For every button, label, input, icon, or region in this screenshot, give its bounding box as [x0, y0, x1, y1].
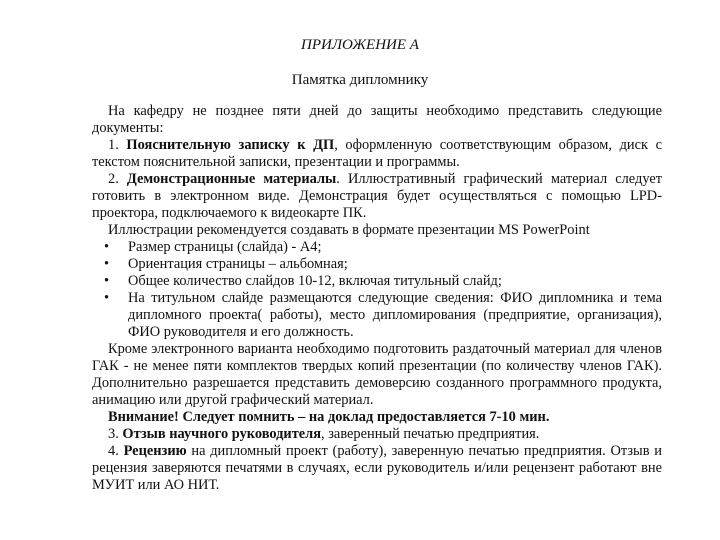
attention-text: Внимание! Следует помнить – на доклад предоставляется 7-10 мин. — [108, 409, 550, 425]
item-3-paragraph — [92, 426, 662, 443]
bullet-text: Ориентация страницы – альбомная; — [128, 256, 348, 272]
bullet-item — [92, 290, 662, 341]
bullet-list — [92, 239, 662, 341]
item-1-bold: Пояснительную записку к ДП — [126, 137, 335, 153]
item-2-paragraph — [92, 171, 662, 222]
item-4-number: 4. — [108, 443, 119, 459]
bullet-icon: • — [104, 273, 110, 289]
bullet-text: Размер страницы (слайда) - А4; — [128, 239, 322, 255]
document-title: Памятка дипломнику — [291, 72, 429, 88]
item-1-number: 1. — [108, 137, 119, 153]
item-3-number: 3. — [108, 426, 119, 442]
bullet-icon: • — [104, 290, 110, 306]
bullet-text: Общее количество слайдов 10-12, включая титульный слайд; — [128, 273, 502, 289]
item-4-bold: Рецензию — [123, 443, 187, 459]
item-2-number: 2. — [108, 171, 119, 187]
bullet-icon: • — [104, 239, 110, 255]
bullet-item — [92, 273, 662, 290]
item-1-text: , оформленную соответствующим образом, диск с текстом пояснительной записки, презентации и программы. — [92, 137, 662, 170]
item-4-text: на дипломный проект (работу), заверенную печатью предприятия. Отзыв и рецензия заверяются печатями в случаях, если руководитель и/или рецензент работают вне МУИТ или АО НИТ. — [92, 443, 662, 493]
bullet-icon: • — [104, 256, 110, 272]
bullet-item — [92, 256, 662, 273]
item-1-paragraph — [92, 137, 662, 171]
item-2-text: . Иллюстративный графический материал следует готовить в электронном виде. Демонстрация будет осуществляться с помощью LPD-проектора, подключаемого к видеокарте ПК. — [92, 171, 662, 221]
intro-paragraph: На кафедру не позднее пяти дней до защиты необходимо представить следующие документы: — [92, 103, 662, 136]
handout-paragraph: Кроме электронного варианта необходимо подготовить раздаточный материал для членов ГАК - не менее пяти комплектов твердых копий презентации (по количеству членов ГАК). Дополнительно разрешается представить демоверсию созданного программного продукта, анимацию или другой графический материал. — [92, 341, 662, 408]
bullet-text: На титульном слайде размещаются следующие сведения: ФИО дипломника и тема дипломного проекта( работы), место дипломирования (предприятие, организация), ФИО руководителя и его должность. — [128, 290, 662, 340]
item-3-text: , заверенный печатью предприятия. — [321, 426, 540, 442]
item-4-paragraph — [92, 443, 662, 494]
attention-paragraph — [92, 409, 662, 426]
recommend-paragraph: Иллюстрации рекомендуется создавать в формате презентации MS PowerPoint — [108, 222, 590, 238]
document-body — [92, 103, 662, 494]
item-2-bold: Демонстрационные материалы — [126, 171, 337, 187]
appendix-heading: ПРИЛОЖЕНИЕ А — [301, 37, 419, 53]
bullet-item — [92, 239, 662, 256]
item-3-bold: Отзыв научного руководителя — [122, 426, 322, 442]
